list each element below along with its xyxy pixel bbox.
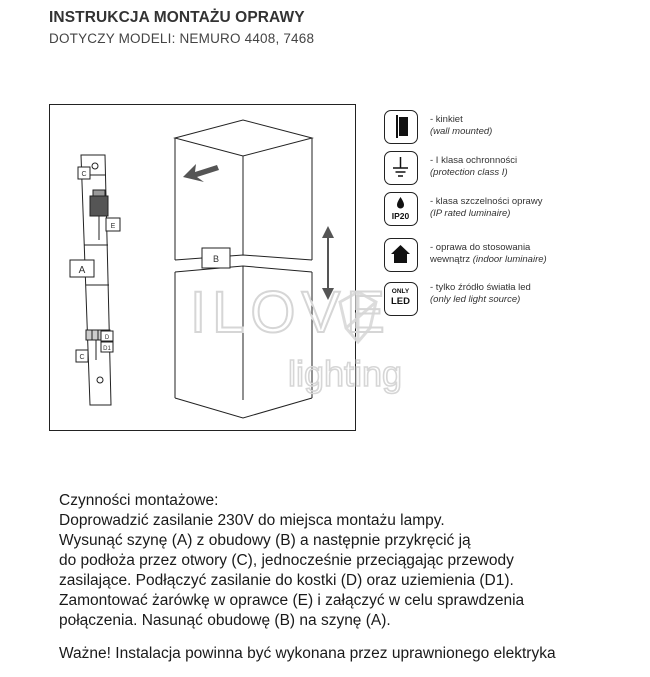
instruction-line: do podłoża przez otwory (C), jednocześnie przeciągając przewody <box>59 552 514 569</box>
led-label: LED <box>391 296 410 307</box>
only-led-icon <box>384 282 418 316</box>
label-c-top: C <box>81 171 87 178</box>
ip20-icon <box>384 192 418 226</box>
only-label: ONLY <box>391 288 410 295</box>
legend-en: (only led light source) <box>430 294 521 305</box>
instruction-line: Zamontować żarówkę w oprawce (E) i załączyć w celu sprawdzenia <box>59 592 525 609</box>
instruction-line: połączenia. Nasunąć obudowę (B) na szynę (A). <box>59 612 391 629</box>
legend-en: (indoor luminaire) <box>472 254 547 265</box>
instruction-line: Czynności montażowe: <box>59 492 219 509</box>
legend-pl: - klasa szczelności oprawy <box>430 196 543 207</box>
legend-en: (wall mounted) <box>430 126 493 137</box>
instructions <box>59 491 629 631</box>
indoor-icon <box>384 238 418 272</box>
protection-class-icon <box>384 151 418 185</box>
label-b: B <box>212 254 220 264</box>
vertical-arrow-icon <box>322 226 334 300</box>
wall-mounted-icon <box>384 110 418 144</box>
watermark-bottom: lighting <box>288 353 403 394</box>
instruction-line: zasilające. Podłączyć zasilanie do kostki (D) oraz uziemienia (D1). <box>59 572 514 589</box>
instruction-line: Doprowadzić zasilanie 230V do miejsca montażu lampy. <box>59 512 445 529</box>
legend-pl: - kinkiet <box>430 114 463 125</box>
instruction-line: Wysunąć szynę (A) z obudowy (B) a następnie przykręcić ją <box>59 532 471 549</box>
legend-en: (IP rated luminaire) <box>430 208 511 219</box>
legend-pl2: wewnątrz <box>430 254 471 265</box>
warning-note: Ważne! Instalacja powinna być wykonana przez uprawnionego elektryka <box>59 645 556 662</box>
legend-pl: - tylko źródło światła led <box>430 282 531 293</box>
legend-en: (protection class I) <box>430 167 508 178</box>
legend-pl: - oprawa do stosowania <box>430 242 531 253</box>
legend-pl: - I klasa ochronności <box>430 155 518 166</box>
label-a: A <box>78 265 86 276</box>
watermark-top: ILOVE <box>190 280 391 345</box>
label-e: E <box>110 223 116 230</box>
label-c-bottom: C <box>79 354 85 361</box>
label-d1: D1 <box>103 346 111 352</box>
document-subtitle: DOTYCZY MODELI: NEMURO 4408, 7468 <box>49 31 315 46</box>
document-title: INSTRUKCJA MONTAŻU OPRAWY <box>49 9 305 26</box>
label-d: D <box>104 335 110 341</box>
ip20-label: IP20 <box>391 211 410 221</box>
socket-e <box>90 190 108 240</box>
slide-arrow-icon <box>183 164 219 182</box>
